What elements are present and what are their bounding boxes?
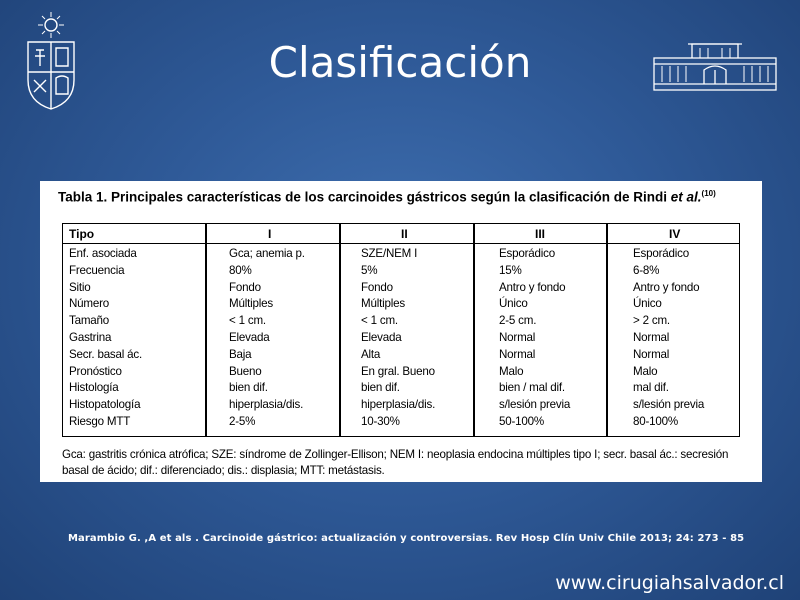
cell-type-iv: s/lesión previa bbox=[633, 398, 705, 412]
table-row bbox=[63, 398, 739, 415]
cell-type-iii: Esporádico bbox=[499, 247, 556, 260]
cell-type-i: Fondo bbox=[229, 280, 261, 294]
cell-type-iv: Esporádico bbox=[633, 247, 690, 260]
cell-type-iv: 6-8% bbox=[633, 263, 660, 277]
cell-type-i: 80% bbox=[229, 263, 252, 277]
table-body bbox=[63, 247, 739, 432]
cell-type-iii: Antro y fondo bbox=[499, 280, 566, 294]
table-row bbox=[63, 348, 739, 365]
cell-type-ii: < 1 cm. bbox=[361, 314, 398, 328]
cell-type-i: Baja bbox=[229, 347, 252, 361]
cell-type-iv: Único bbox=[633, 297, 662, 311]
table-title-text: Tabla 1. Principales características de los carcinoides gástricos según la clasificación de Rindi bbox=[58, 189, 671, 205]
cell-type-i: 2-5% bbox=[229, 414, 256, 428]
cell-type-ii: Fondo bbox=[361, 280, 393, 294]
cell-type-iii: Malo bbox=[499, 364, 524, 378]
cell-type-i: hiperplasia/dis. bbox=[229, 398, 304, 412]
table-row bbox=[63, 281, 739, 298]
header-type-i: I bbox=[268, 227, 272, 241]
cell-type-iii: Normal bbox=[499, 347, 536, 361]
cell-type-ii: En gral. Bueno bbox=[361, 364, 435, 378]
slide-title: Clasificación bbox=[268, 38, 532, 87]
table-title-italic: et al. bbox=[670, 189, 702, 205]
cell-type-iii: s/lesión previa bbox=[499, 398, 571, 412]
classification-table-card bbox=[40, 181, 762, 482]
header-type-ii: II bbox=[401, 227, 408, 241]
cell-tipo: Enf. asociada bbox=[69, 247, 137, 260]
cell-type-iv: > 2 cm. bbox=[633, 314, 670, 328]
cell-type-ii: Elevada bbox=[361, 330, 402, 344]
cell-type-iv: Malo bbox=[633, 364, 658, 378]
cell-type-ii: 5% bbox=[361, 263, 378, 277]
table-title-reference: (10) bbox=[701, 189, 716, 198]
header-type-iv: IV bbox=[669, 227, 681, 241]
cell-type-i: Elevada bbox=[229, 330, 270, 344]
table-row bbox=[63, 331, 739, 348]
cell-type-ii: Múltiples bbox=[361, 297, 405, 311]
header-tipo: Tipo bbox=[69, 227, 95, 241]
cell-type-i: < 1 cm. bbox=[229, 314, 266, 328]
cell-tipo: Frecuencia bbox=[69, 263, 125, 277]
cell-type-ii: bien dif. bbox=[361, 381, 400, 395]
table-row bbox=[63, 247, 739, 264]
cell-tipo: Histopatología bbox=[69, 398, 141, 412]
table-header-row bbox=[63, 224, 739, 244]
cell-type-ii: hiperplasia/dis. bbox=[361, 398, 436, 412]
cell-tipo: Sitio bbox=[69, 280, 91, 294]
classification-table bbox=[62, 223, 740, 437]
table-row bbox=[63, 314, 739, 331]
cell-type-iii: Normal bbox=[499, 330, 536, 344]
table-row bbox=[63, 297, 739, 314]
table-row bbox=[63, 381, 739, 398]
cell-type-iv: Normal bbox=[633, 330, 670, 344]
cell-type-iv: Antro y fondo bbox=[633, 280, 700, 294]
table-footnote: Gca: gastritis crónica atrófica; SZE: síndrome de Zollinger-Ellison; NEM I: neoplasia endocina múltiples tipo I; secr. basal ác.: secresión basal de ácido; dif.: diferenciado; dis.: displasia; MTT: metástasis. bbox=[62, 448, 729, 477]
citation: Marambio G. ,A et als . Carcinoide gástrico: actualización y controversias. Rev Hosp Clín Univ Chile 2013; 24: 273 - 85 bbox=[68, 533, 745, 544]
hospital-building-icon bbox=[652, 40, 778, 92]
cell-type-i: bien dif. bbox=[229, 381, 268, 395]
header-type-iii: III bbox=[535, 227, 546, 241]
website-url: www.cirugiahsalvador.cl bbox=[555, 572, 784, 594]
cell-type-ii: 10-30% bbox=[361, 414, 400, 428]
table-row bbox=[63, 415, 739, 432]
cell-type-ii: Alta bbox=[361, 347, 381, 361]
table-title bbox=[58, 189, 716, 205]
cell-type-i: Gca; anemia p. bbox=[229, 247, 305, 260]
cell-tipo: Pronóstico bbox=[69, 364, 122, 378]
cell-tipo: Secr. basal ác. bbox=[69, 347, 143, 361]
cell-type-iii: 2-5 cm. bbox=[499, 314, 537, 328]
table-row bbox=[63, 365, 739, 382]
cell-type-iv: mal dif. bbox=[633, 381, 669, 395]
cell-type-iv: Normal bbox=[633, 347, 670, 361]
cell-type-i: Bueno bbox=[229, 364, 262, 378]
cell-type-iii: 15% bbox=[499, 263, 522, 277]
cell-type-ii: SZE/NEM I bbox=[361, 247, 418, 260]
cell-tipo: Número bbox=[69, 297, 110, 311]
cell-type-iv: 80-100% bbox=[633, 414, 679, 428]
table-row bbox=[63, 264, 739, 281]
cell-tipo: Gastrina bbox=[69, 330, 112, 344]
cell-type-iii: bien / mal dif. bbox=[499, 381, 565, 395]
cell-tipo: Histología bbox=[69, 381, 119, 395]
cell-tipo: Riesgo MTT bbox=[69, 414, 131, 428]
cell-tipo: Tamaño bbox=[69, 314, 110, 328]
cell-type-iii: 50-100% bbox=[499, 414, 545, 428]
cell-type-iii: Único bbox=[499, 297, 528, 311]
cell-type-i: Múltiples bbox=[229, 297, 273, 311]
